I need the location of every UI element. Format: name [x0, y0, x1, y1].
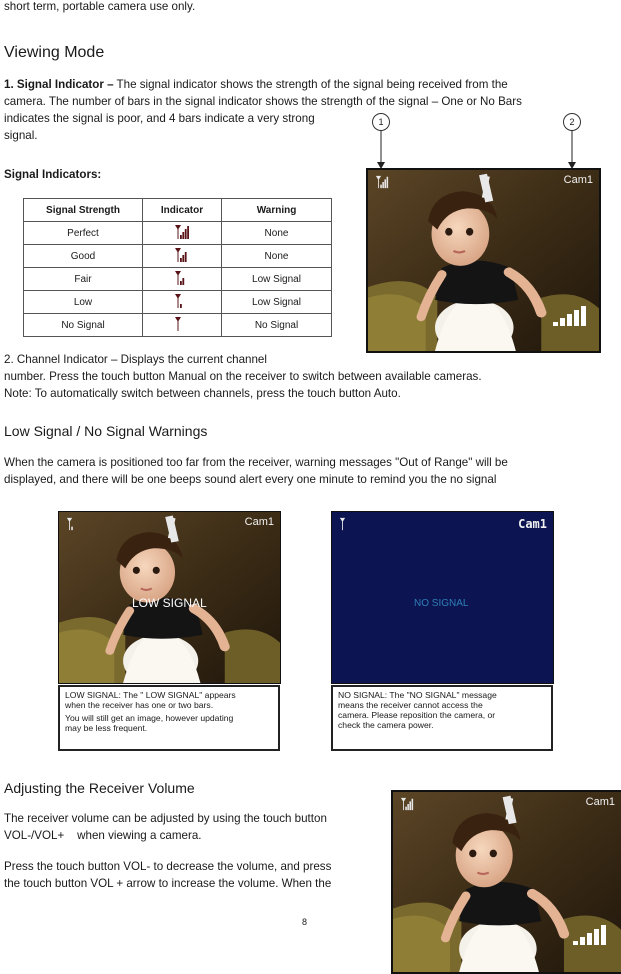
- volume-bars-icon: [553, 306, 587, 331]
- no-signal-caption: [331, 685, 553, 751]
- signal-table: [23, 198, 332, 337]
- warnings-line2: displayed, and there will be one beeps sound alert every one minute to remind you the no signal: [4, 473, 497, 486]
- callout-2: 2: [563, 113, 581, 131]
- signal-bars-icon: [174, 232, 190, 243]
- p1-line2: camera. The number of bars in the signal indicator shows the strength of the signal – One or No Bars: [4, 95, 522, 108]
- signal-bars-icon: [174, 301, 190, 312]
- warning-cell: None: [222, 245, 332, 268]
- channel-indicator-line2: number. Press the touch button Manual on the receiver to switch between available cameras.: [4, 370, 482, 383]
- indicator-cell: [143, 291, 222, 314]
- camera-screen-viewing: [366, 168, 601, 353]
- strength-cell: Fair: [24, 268, 143, 291]
- table-header-strength: Signal Strength: [24, 199, 143, 222]
- p1-line3: indicates the signal is poor, and 4 bars indicate a very strong: [4, 112, 315, 125]
- warnings-line1: When the camera is positioned too far from the receiver, warning messages "Out of Range" will be: [4, 456, 508, 469]
- table-row: [24, 222, 332, 245]
- signal-indicators-subheading: Signal Indicators:: [4, 168, 102, 181]
- camera-screen-low-signal: [58, 511, 281, 684]
- channel-label: Cam1: [585, 796, 615, 808]
- channel-label: Cam1: [563, 174, 593, 186]
- volume-line3: Press the touch button VOL- to decrease the volume, and press: [4, 860, 332, 873]
- low-signal-caption: [58, 685, 280, 751]
- p1-line4: signal.: [4, 129, 38, 142]
- page-number: 8: [302, 917, 308, 927]
- strength-cell: Perfect: [24, 222, 143, 245]
- table-row: [24, 245, 332, 268]
- table-row: [24, 268, 332, 291]
- caption-line: NO SIGNAL: The "NO SIGNAL" message: [338, 690, 497, 700]
- indicator-cell: [143, 314, 222, 337]
- volume-line1: The receiver volume can be adjusted by using the touch button: [4, 812, 327, 825]
- top-text: short term, portable camera use only.: [4, 0, 196, 13]
- volume-bars-icon: [573, 925, 607, 950]
- camera-screen-volume: [391, 790, 621, 974]
- channel-indicator-line3: Note: To automatically switch between channels, press the touch button Auto.: [4, 387, 401, 400]
- caption-line: when the receiver has one or two bars.: [65, 700, 214, 710]
- table-row: [24, 314, 332, 337]
- signal-bars-icon: [174, 278, 190, 289]
- channel-indicator-line1: 2. Channel Indicator – Displays the current channel: [4, 353, 267, 366]
- table-header-indicator: Indicator: [143, 199, 222, 222]
- antenna-signal-icon: [338, 517, 354, 536]
- signal-bars-icon: [174, 255, 190, 266]
- volume-heading: Adjusting the Receiver Volume: [4, 780, 195, 796]
- indicator-cell: [143, 222, 222, 245]
- warning-cell: No Signal: [222, 314, 332, 337]
- p1-text: The signal indicator shows the strength of the signal being received from the: [113, 78, 508, 91]
- low-signal-overlay: LOW SIGNAL: [132, 596, 207, 610]
- signal-bars-icon: [174, 324, 190, 335]
- antenna-signal-icon: [65, 517, 81, 536]
- strength-cell: Good: [24, 245, 143, 268]
- indicator-cell: [143, 245, 222, 268]
- viewing-mode-heading: Viewing Mode: [4, 44, 105, 61]
- volume-line2: VOL-/VOL+ when viewing a camera.: [4, 829, 202, 842]
- warning-cell: None: [222, 222, 332, 245]
- no-signal-overlay: NO SIGNAL: [414, 598, 469, 609]
- callout-arrows: [370, 128, 585, 170]
- caption-line: You will still get an image, however updating: [65, 713, 234, 723]
- volume-line4: the touch button VOL + arrow to increase the volume. When the: [4, 877, 332, 890]
- camera-screen-no-signal: [331, 511, 554, 684]
- warning-cell: Low Signal: [222, 268, 332, 291]
- table-row: [24, 291, 332, 314]
- caption-line: LOW SIGNAL: The " LOW SIGNAL" appears: [65, 690, 236, 700]
- caption-line: camera. Please reposition the camera, or: [338, 710, 496, 720]
- caption-line: may be less frequent.: [65, 723, 148, 733]
- indicator-cell: [143, 268, 222, 291]
- caption-line: means the receiver cannot access the: [338, 700, 483, 710]
- strength-cell: Low: [24, 291, 143, 314]
- caption-line: check the camera power.: [338, 720, 434, 730]
- antenna-signal-icon: [399, 797, 415, 816]
- signal-indicator-paragraph: [4, 76, 614, 93]
- callout-1: 1: [372, 113, 390, 131]
- channel-label: Cam1: [244, 516, 274, 528]
- antenna-signal-icon: [374, 175, 390, 194]
- channel-label: Cam1: [518, 517, 547, 531]
- table-header-warning: Warning: [222, 199, 332, 222]
- strength-cell: No Signal: [24, 314, 143, 337]
- warning-cell: Low Signal: [222, 291, 332, 314]
- signal-indicator-lead: 1. Signal Indicator –: [4, 78, 114, 91]
- warnings-heading: Low Signal / No Signal Warnings: [4, 423, 208, 439]
